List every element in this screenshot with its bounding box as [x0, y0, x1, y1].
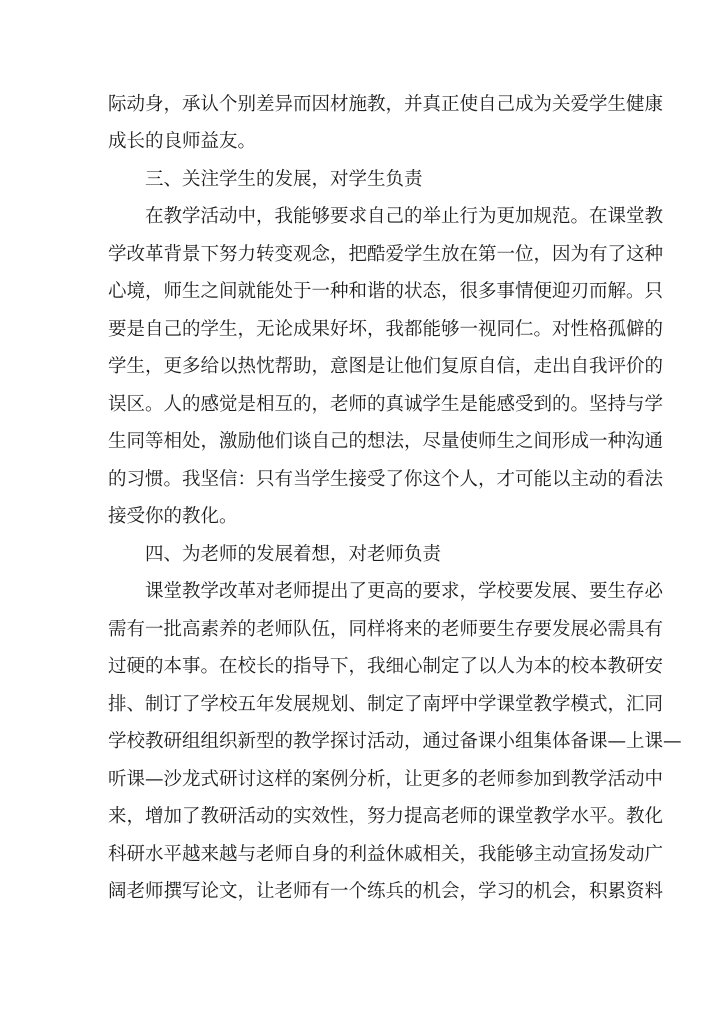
body-text-line: 排、制订了学校五年发展规划、制定了南坪中学课堂教学模式，汇同	[108, 694, 664, 715]
body-text-line: 误区。人的感觉是相互的，老师的真诚学生是能感受到的。坚持与学	[108, 394, 664, 415]
body-text-line: 需有一批高素养的老师队伍，同样将来的老师要生存要发展必需具有	[108, 619, 664, 640]
body-text-line: 听课—沙龙式研讨这样的案例分析，让更多的老师参加到教学活动中	[108, 769, 664, 790]
body-text-line: 在教学活动中，我能够要求自己的举止行为更加规范。在课堂教	[145, 206, 664, 227]
body-text-line: 科研水平越来越与老师自身的利益休戚相关，我能够主动宣扬发动广	[108, 844, 664, 865]
body-text-line: 来，增加了教研活动的实效性，努力提高老师的课堂教学水平。教化	[108, 806, 664, 827]
body-text-line: 学校教研组组织新型的教学探讨活动，通过备课小组集体备课—上课—	[108, 731, 682, 752]
body-text-line: 接受你的教化。	[108, 506, 238, 527]
section-heading: 三、关注学生的发展，对学生负责	[145, 169, 423, 190]
body-text-line: 学生，更多给以热忱帮助，意图是让他们复原自信，走出自我评价的	[108, 356, 664, 377]
body-text-line: 成长的良师益友。	[108, 131, 257, 152]
body-text-line: 学改革背景下努力转变观念，把酷爱学生放在第一位，因为有了这种	[108, 244, 664, 265]
body-text-line: 心境，师生之间就能处于一种和谐的状态，很多事情便迎刃而解。只	[108, 281, 664, 302]
section-heading: 四、为老师的发展着想，对老师负责	[145, 544, 442, 565]
body-text-line: 过硬的本事。在校长的指导下，我细心制定了以人为本的校本教研安	[108, 656, 664, 677]
body-text-line: 生同等相处，激励他们谈自己的想法，尽量使师生之间形成一种沟通	[108, 431, 664, 452]
body-text-line: 要是自己的学生，无论成果好坏，我都能够一视同仁。对性格孤僻的	[108, 319, 664, 340]
body-text-line: 课堂教学改革对老师提出了更高的要求，学校要发展、要生存必	[145, 581, 664, 602]
body-text-line: 际动身，承认个别差异而因材施教，并真正使自己成为关爱学生健康	[108, 94, 664, 115]
body-text-line: 阔老师撰写论文，让老师有一个练兵的机会，学习的机会，积累资料	[108, 881, 664, 902]
body-text-line: 的习惯。我坚信：只有当学生接受了你这个人，才可能以主动的看法	[108, 469, 664, 490]
